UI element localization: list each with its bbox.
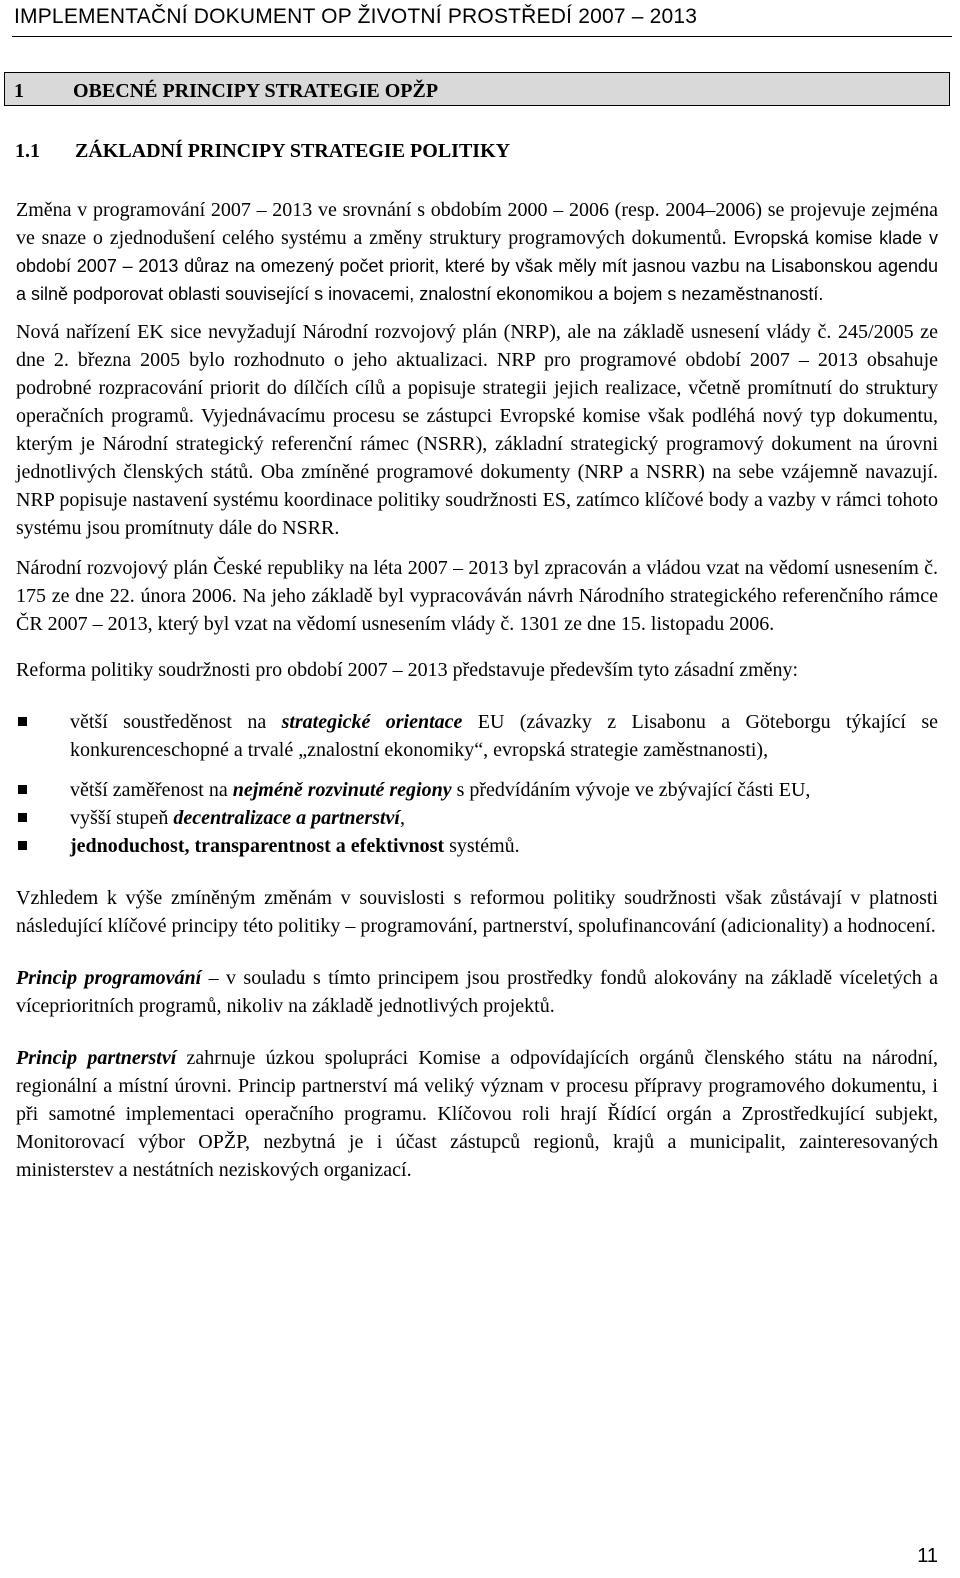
reform-changes-list xyxy=(16,708,938,860)
chapter-heading xyxy=(4,72,950,106)
section-heading xyxy=(15,138,510,164)
list-item-text: s předvídáním vývoje ve zbývající části EU, xyxy=(451,779,811,801)
square-bullet-icon xyxy=(18,785,27,794)
square-bullet-icon xyxy=(18,813,27,822)
list-item-text: větší soustředěnost na xyxy=(70,711,282,733)
paragraph-intro xyxy=(16,196,938,308)
square-bullet-icon xyxy=(18,717,27,726)
paragraph-nrp-czech-text: Národní rozvojový plán České republiky na léta 2007 – 2013 byl zpracován a vládou vzat na vědomí usnesením č. 175 ze dne 22. února 2006. Na jeho základě byl vypracováván návrh Národního strategického referenčního rámce ČR 2007 – 2013, který byl vzat na vědomí usnesením vlády č. 1301 ze dne 15. listopadu 2006. xyxy=(16,557,938,635)
partnership-principle-text: zahrnuje úzkou spolupráci Komise a odpovídajících orgánů členského státu na národní, regionální a místní úrovni. Princip partnerství má veliký význam v procesu přípravy programového dokumentu, i při samotné implementaci operačního programu. Klíčovou roli hrají Řídící orgán a Zprostředkující subjekt, Monitorovací výbor OPŽP, nezbytná je i účast zástupců regionů, krajů a municipalit, zainteresovaných ministerstev a nestátních neziskových organizací. xyxy=(16,1047,938,1181)
section-number: 1.1 xyxy=(15,140,40,162)
paragraph-partnership-principle xyxy=(16,1044,938,1184)
running-header: IMPLEMENTAČNÍ DOKUMENT OP ŽIVOTNÍ PROSTŘEDÍ 2007 – 2013 xyxy=(14,5,698,28)
section-title: ZÁKLADNÍ PRINCIPY STRATEGIE POLITIKY xyxy=(75,140,511,162)
list-item-text: EU (závazky z Lisabonu a Göteborgu týkající se konkurenceschopné a trvalé „znalostní ekonomiky“, evropská strategie zaměstnanosti), xyxy=(70,711,938,761)
list-item-text: , xyxy=(399,807,405,829)
list-item-emphasis: nejméně rozvinuté regiony xyxy=(232,779,452,801)
paragraph-intro-part-a: Změna v programování 2007 – 2013 ve srovnání s obdobím 2000 – 2006 (resp. 2004–2006) se projevuje zejména ve snaze o zjednodušení celého systému a změny struktury programových dokumentů. xyxy=(16,199,938,249)
list-item-emphasis: strategické orientace xyxy=(281,711,463,733)
paragraph-nrp-text: Nová nařízení EK sice nevyžadují Národní rozvojový plán (NRP), ale na základě usnesení vlády č. 245/2005 ze dne 2. března 2005 bylo rozhodnuto o jeho aktualizaci. NRP pro programové období 2007 – 2013 obsahuje podrobné rozpracování priorit do dílčích cílů a popisuje strategii jejich realizace, včetně promítnutí do struktury operačních programů. Vyjednávacímu procesu se zástupci Evropské komise však podléhá nový typ dokumentu, kterým je Národní strategický referenční rámec (NSRR), základní strategický programový dokument na úrovni jednotlivých členských států. Oba zmíněné programové dokumenty (NRP a NSRR) na sebe vzájemně navazují. NRP popisuje nastavení systému koordinace politiky soudržnosti ES, zatímco klíčové body a vazby v rámci tohoto systému jsou promítnuty dále do NSRR. xyxy=(16,321,938,539)
paragraph-programming-principle xyxy=(16,964,938,1020)
list-item-text: vyšší stupeň xyxy=(70,807,174,829)
page-number: 11 xyxy=(917,1545,938,1567)
list-item xyxy=(16,804,938,832)
paragraph-nrp-czech xyxy=(16,554,938,638)
square-bullet-icon xyxy=(18,841,27,850)
header-rule xyxy=(12,36,952,37)
list-item xyxy=(16,832,938,860)
programming-principle-text: – v souladu s tímto principem jsou prostředky fondů alokovány na základě víceletých a víceprioritních programů, nikoliv na základě jednotlivých projektů. xyxy=(16,967,939,1017)
chapter-title: OBECNÉ PRINCIPY STRATEGIE OPŽP xyxy=(73,80,439,102)
list-item-text: větší zaměřenost na xyxy=(70,779,233,801)
body-text xyxy=(16,196,938,1184)
paragraph-intro-part-b: Evropská komise klade v období 2007 – 2013 důraz na omezený počet priorit, které by však měly mít jasnou vazbu na Lisabonskou agendu a silně podporovat oblasti související s inovacemi, znalostní ekonomikou a bojem s nezaměstnaností. xyxy=(16,228,938,304)
programming-principle-term: Princip programování xyxy=(16,967,202,989)
list-item-text: systémů. xyxy=(444,835,520,857)
paragraph-nrp xyxy=(16,318,938,542)
chapter-number: 1 xyxy=(14,80,24,102)
paragraph-reform-text: Reforma politiky soudržnosti pro období 2007 – 2013 představuje především tyto zásadní změny: xyxy=(16,659,799,681)
list-item xyxy=(16,776,938,804)
paragraph-principles-text: Vzhledem k výše zmíněným změnám v souvislosti s reformou politiky soudržnosti však zůstávají v platnosti následující klíčové principy této politiky – programování, partnerství, spolufinancování (adicionality) a hodnocení. xyxy=(16,887,938,937)
list-item xyxy=(16,708,938,764)
list-item-emphasis: jednoduchost, transparentnost a efektivnost xyxy=(70,835,445,857)
paragraph-reform xyxy=(16,656,938,684)
paragraph-principles xyxy=(16,884,938,940)
list-item-emphasis: decentralizace a partnerství xyxy=(173,807,400,829)
partnership-principle-term: Princip partnerství xyxy=(16,1047,177,1069)
